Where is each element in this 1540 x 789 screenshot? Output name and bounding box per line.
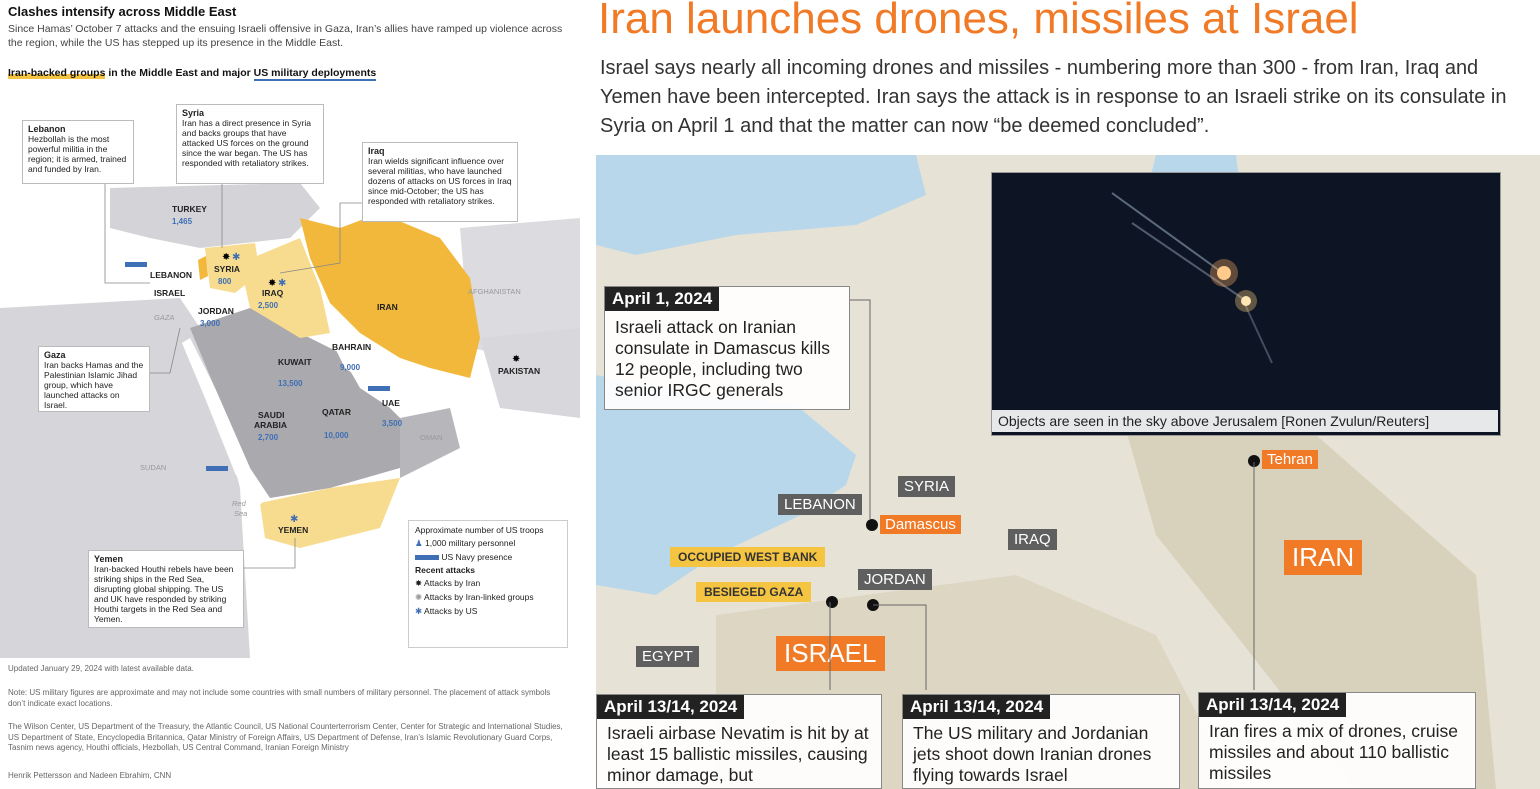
legend-by-us-label: Attacks by US [424,606,478,616]
heading-middle: in the Middle East and major [105,67,254,79]
attack-marker-iraq-us: ✱ [278,278,287,289]
label-iraq: IRAQ [262,288,284,298]
label-yemen: YEMEN [278,525,309,535]
legend-troops-label: 1,000 military personnel [425,538,516,548]
callout-gaza [38,346,150,412]
event-jordan-text: The US military and Jordanian jets shoot down Iranian drones flying towards Israel [913,723,1152,785]
label-uae: UAE [382,398,400,408]
event-box-nevatim [596,694,882,789]
label-bahrain: BAHRAIN [332,342,372,352]
troops-qatar: 10,000 [324,431,349,440]
callout-yemen [88,550,244,628]
map-legend [408,520,568,648]
label-jordan: JORDAN [858,569,932,590]
attack-marker-pakistan: ✸ [512,354,521,365]
navy-ship-red [206,466,228,471]
label-israel: ISRAEL [154,288,186,298]
label-sudan: SUDAN [140,463,167,472]
callout-gaza-text: Iran backs Hamas and the Palestinian Islamic Jihad group, which have launched attacks on Israel. [44,360,144,410]
troops-syria: 800 [218,277,232,286]
callout-syria-title: Syria [182,108,205,118]
event-iran-date: April 13/14, 2024 [1199,693,1346,717]
event-iran-text: Iran fires a mix of drones, cruise missiles and about 110 ballistic missiles [1209,721,1458,783]
right-title: Iran launches drones, missiles at Israel [598,0,1359,43]
label-turkey: TURKEY [172,204,207,214]
label-iraq: IRAQ [1008,529,1057,550]
ship-icon [415,555,439,560]
legend-by-us [415,606,561,617]
label-afghanistan: AFGHANISTAN [468,287,521,296]
heading-iran-backed: Iran-backed groups [8,67,106,79]
event-box-april1 [604,286,850,410]
event-box-iran [1198,692,1476,789]
label-lebanon: LEBANON [778,494,862,515]
navy-ship-med [125,262,147,267]
footnote: Note: US military figures are approximate and may not include some countries with small numbers of military personnel. The placement of attack symbols don’t indicate exact locations. [8,688,551,708]
event-nevatim-date: April 13/14, 2024 [597,695,744,719]
legend-attacks-title: Recent attacks [415,565,476,575]
attack-iran-icon: ✸ [415,578,423,588]
callout-iraq-text: Iran wields significant influence over several militias, who have launched dozens of attacks on US forces in Iraq since mid-October; the US has responded with retaliatory strikes. [368,156,512,206]
label-gaza: BESIEGED GAZA [696,582,811,602]
right-subtitle: Israel says nearly all incoming drones and missiles - numbering more than 300 - from Iran, Iraq and Yemen have been intercepted. Iran says the attack is in response to an Israeli strike on its consulate in Syria on April 1 and that the matter can now “be deemed concluded”. [600,57,1507,137]
label-pakistan: PAKISTAN [498,366,541,376]
troops-bahrain: 9,000 [340,363,361,372]
label-iran: IRAN [1284,540,1362,575]
attack-us-icon: ✱ [415,606,423,616]
label-gaza: GAZA [154,313,175,322]
callout-lebanon [22,120,134,184]
troops-jordan: 3,000 [200,319,221,328]
callout-iraq [362,142,518,222]
label-iran: IRAN [377,302,398,312]
label-arabia: ARABIA [254,420,288,430]
photo-caption: Objects are seen in the sky above Jerusalem [Ronen Zvulun/Reuters] [992,410,1498,432]
callout-gaza-title: Gaza [44,350,66,360]
troops-turkey: 1,465 [172,217,193,226]
callout-yemen-title: Yemen [94,554,124,564]
credit: Henrik Pettersson and Nadeen Ebrahim, CNN [8,771,172,780]
legend-navy [415,552,561,562]
attack-marker-yemen-us: ✱ [290,514,299,525]
label-west-bank: OCCUPIED WEST BANK [670,547,825,567]
legend-by-linked-label: Attacks by Iran-linked groups [424,592,534,602]
sources: The Wilson Center, US Department of the Treasury, the Atlantic Council, US National Counterterrorism Center, Center for Strategic and International Studies, US Department of State, Encyclopedia Britannica, Qatar Ministry of Foreign Affairs, US Department of Defense, Iran’s Islamic Revolutionary Guard Corps, Tasnim news agency, Houthi officials, Hezbollah, US Central Command, Iranian Foreign Ministry [8,722,563,752]
attack-marker-iraq-iran: ✸ [268,278,277,289]
troops-iraq: 2,500 [258,301,279,310]
label-egypt: EGYPT [636,646,699,667]
legend-by-iran-label: Attacks by Iran [424,578,481,588]
attack-marker-syria-us: ✱ [232,252,241,263]
label-saudi: SAUDI [258,410,285,420]
label-syria: SYRIA [898,476,955,497]
legend-title: Approximate number of US troops [415,525,544,535]
event-april1-date: April 1, 2024 [605,287,719,311]
event-april1-text: Israeli attack on Iranian consulate in Damascus kills 12 people, including two senior IRGC generals [615,317,830,400]
navy-ship-gulf [368,386,390,391]
callout-lebanon-text: Hezbollah is the most powerful militia in the region; it is armed, trained and funded by Iran. [28,134,127,174]
callout-yemen-text: Iran-backed Houthi rebels have been striking ships in the Red Sea, disrupting global shipping. The US and UK have responded by striking Houthi targets in the Red Sea and Yemen. [94,564,234,624]
left-infographic [0,0,580,789]
label-oman: OMAN [420,433,443,442]
legend-by-iran [415,578,561,589]
label-qatar: QATAR [322,407,351,417]
attack-marker-syria-iran: ✸ [222,252,231,263]
label-kuwait: KUWAIT [278,357,312,367]
callout-iraq-title: Iraq [368,146,385,156]
updated-note: Updated January 29, 2024 with latest available data. [8,664,194,673]
troops-kuwait: 13,500 [278,379,303,388]
left-title: Clashes intensify across Middle East [8,4,237,19]
callout-lebanon-title: Lebanon [28,124,66,134]
event-jordan-date: April 13/14, 2024 [903,695,1050,719]
troops-saudi: 2,700 [258,433,279,442]
label-syria: SYRIA [214,264,240,274]
legend-by-linked [415,592,561,603]
right-infographic [586,0,1540,789]
left-subtitle: Since Hamas’ October 7 attacks and the ensuing Israeli offensive in Gaza, Iran’s allies have ramped up violence across the region, while the US has stepped up its presence in the Middle East. [8,23,563,49]
callout-syria-text: Iran has a direct presence in Syria and backs groups that have attacked US forces on the ground since the war began. The US has responded with retaliatory strikes. [182,118,311,168]
legend-troops [415,538,561,549]
event-box-jordan [902,694,1180,789]
legend-navy-label: US Navy presence [441,552,513,562]
troops-uae: 3,500 [382,419,403,428]
troop-icon: ♟ [415,538,423,548]
event-nevatim-text: Israeli airbase Nevatim is hit by at least 15 ballistic missiles, causing minor damage, but [607,723,869,785]
label-israel: ISRAEL [776,636,885,671]
attack-linked-icon: ✺ [415,592,423,602]
label-lebanon: LEBANON [150,270,193,280]
label-red: Red [232,499,246,508]
heading-us-deployments: US military deployments [253,67,377,79]
label-jordan: JORDAN [198,306,234,316]
left-map-heading [8,67,376,79]
label-tehran: Tehran [1262,450,1318,469]
callout-syria [176,104,324,184]
label-damascus: Damascus [880,515,961,534]
label-sea: Sea [234,509,248,518]
